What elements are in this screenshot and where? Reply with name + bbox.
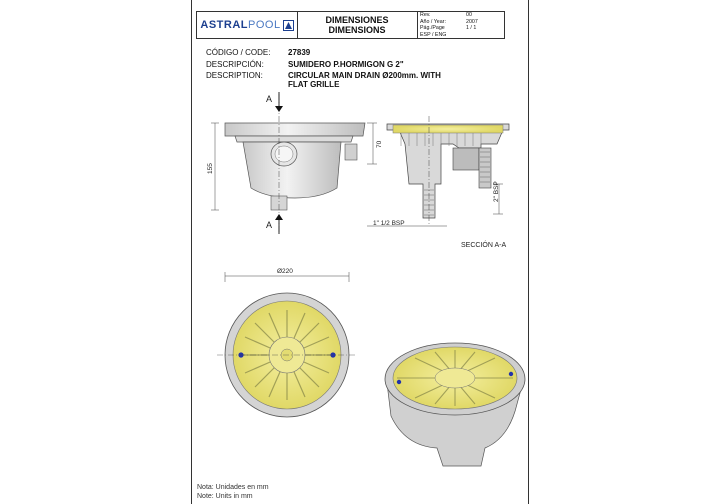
screw-iso-right xyxy=(509,372,513,376)
isometric-view xyxy=(385,343,525,466)
meta-row-year: Año / Year: 2007 xyxy=(420,18,478,25)
logo-main-text: ASTRAL xyxy=(200,19,249,31)
top-view xyxy=(217,268,357,417)
dim-height-total: 155 xyxy=(207,163,214,174)
code-value: 27839 xyxy=(288,48,311,57)
screw-iso-left xyxy=(397,380,401,384)
code-label: CÓDIGO / CODE: xyxy=(206,48,271,57)
title-es: DIMENSIONES xyxy=(325,15,389,25)
meta-row-page: Pág./Page 1 / 1 xyxy=(420,25,477,31)
desc-es-label: DESCRIPCIÓN: xyxy=(206,60,264,69)
note-es: Nota: Unidades en mm xyxy=(197,484,269,491)
desc-es-value: SUMIDERO P.HORMIGON G 2" xyxy=(288,60,404,69)
section-mark-top: A xyxy=(266,94,273,104)
dim-diameter: Ø220 xyxy=(277,268,293,275)
logo-triangle-icon xyxy=(283,20,294,31)
note-en: Note: Units in mm xyxy=(197,493,253,500)
section-view xyxy=(367,116,509,227)
dim-height-top: 70 xyxy=(376,140,383,148)
section-mark-bottom: A xyxy=(266,220,273,230)
meta-row-lang: ESP / ENG xyxy=(420,31,447,38)
dim-thread-bottom: 1" 1/2 BSP xyxy=(373,220,405,227)
dim-thread-side: 2" BSP xyxy=(493,181,500,202)
desc-en-value-2: FLAT GRILLE xyxy=(288,80,340,89)
title-en: DIMENSIONS xyxy=(328,25,386,35)
meta-row-rev: Rev. 00 xyxy=(420,12,472,18)
title-block xyxy=(196,11,505,39)
technical-drawing xyxy=(191,86,529,486)
revision-meta xyxy=(418,12,504,38)
section-label: SECCIÓN A-A xyxy=(461,242,507,249)
desc-en-label: DESCRIPTION: xyxy=(206,71,263,80)
logo-thin-text: POOL xyxy=(248,19,281,31)
document-title xyxy=(297,12,418,38)
desc-en-value-1: CIRCULAR MAIN DRAIN Ø200mm. WITH xyxy=(288,71,441,80)
side-view xyxy=(207,92,383,234)
astralpool-logo xyxy=(197,12,298,38)
